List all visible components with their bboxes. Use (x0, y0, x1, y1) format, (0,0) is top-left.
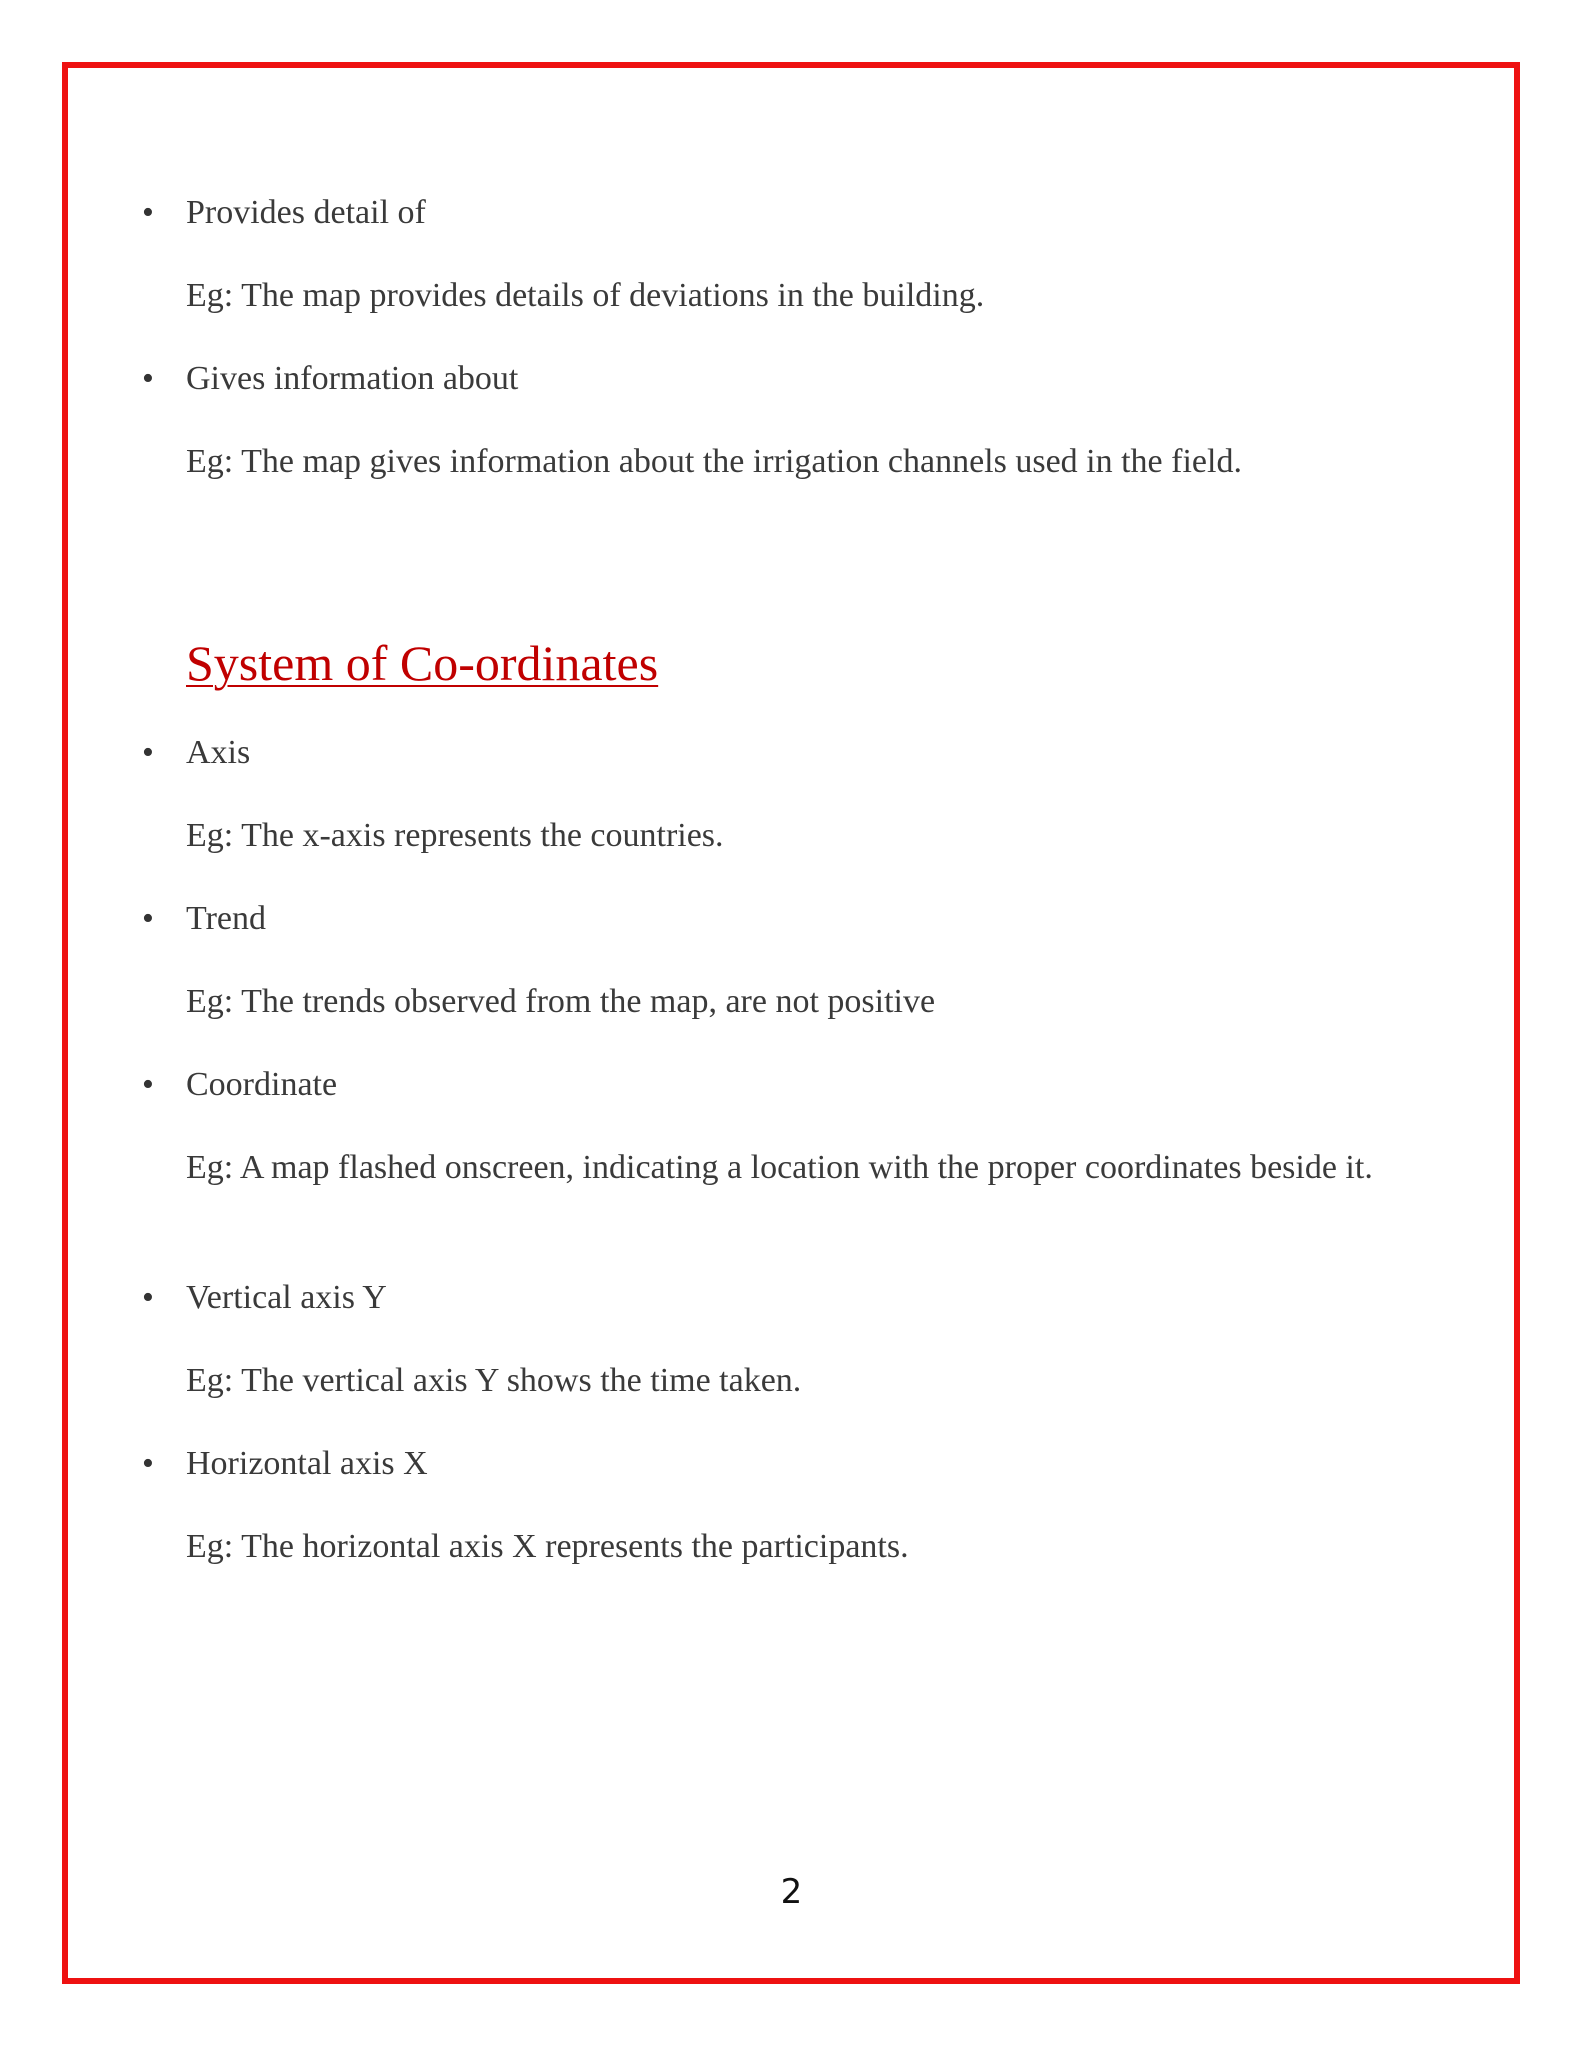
list-item-term: Gives information about (186, 360, 519, 397)
list-item-term: Provides detail of (186, 194, 426, 231)
bullet-icon: • (142, 1445, 154, 1482)
list-item-term: Horizontal axis X (186, 1445, 428, 1482)
bullet-icon: • (142, 1279, 154, 1316)
bullet-icon: • (142, 360, 154, 397)
list-item-example: Eg: The map gives information about the irrigation channels used in the field. (186, 443, 1242, 480)
bullet-icon: • (142, 734, 154, 771)
bullet-icon: • (142, 900, 154, 937)
section-heading: System of Co-ordinates (186, 635, 659, 691)
list-item-example: Eg: The horizontal axis X represents the participants. (186, 1528, 909, 1565)
list-item-term: Trend (186, 900, 266, 937)
list-item-example: Eg: The trends observed from the map, are not positive (186, 983, 936, 1020)
list-item-term: Coordinate (186, 1066, 338, 1103)
list-item-example: Eg: A map flashed onscreen, indicating a location with the proper coordinates beside it. (186, 1149, 1373, 1186)
list-item-example: Eg: The map provides details of deviations in the building. (186, 277, 985, 314)
bullet-icon: • (142, 194, 154, 231)
list-item-term: Axis (186, 734, 251, 771)
list-item-term: Vertical axis Y (186, 1279, 387, 1316)
list-item-example: Eg: The vertical axis Y shows the time taken. (186, 1362, 802, 1399)
list-item-example: Eg: The x-axis represents the countries. (186, 817, 724, 854)
page-number: 2 (780, 1872, 803, 1912)
bullet-icon: • (142, 1066, 154, 1103)
